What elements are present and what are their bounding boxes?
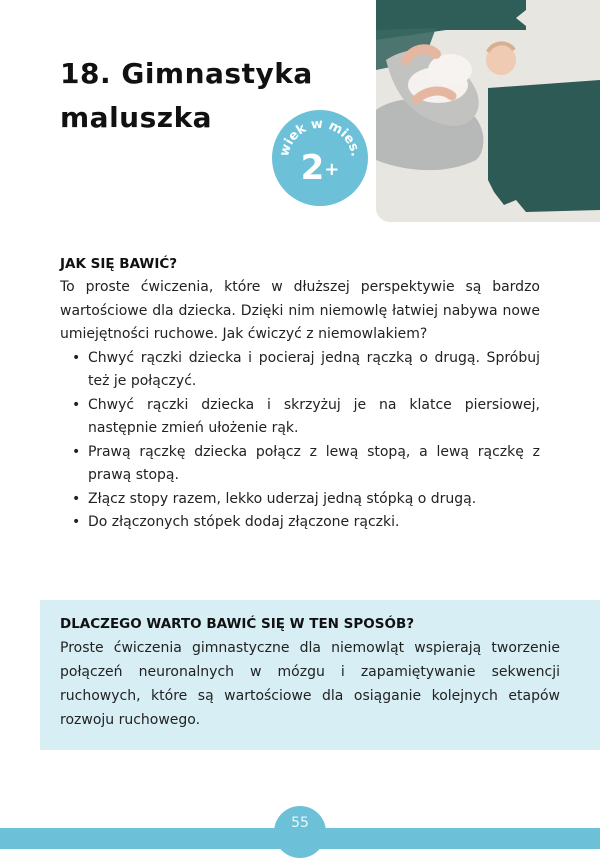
how-to-play-section (60, 252, 540, 535)
baby-exercise-photo (376, 0, 600, 222)
why-heading: DLACZEGO WARTO BAWIĆ SIĘ W TEN SPOSÓB? (60, 616, 415, 632)
age-badge (272, 110, 368, 206)
age-badge-value (272, 148, 368, 188)
title-line-1: 18. Gimnastyka (60, 57, 313, 90)
step-item: • Chwyć rączki dziecka i pocieraj jedną rączką o drugą. Spróbuj też je połączyć. (88, 347, 540, 394)
age-badge-label: wiek w mies. (276, 116, 363, 159)
title-line-2: maluszka (60, 101, 213, 134)
step-item: • Złącz stopy razem, lekko uderzaj jedną stópką o drugą. (88, 488, 540, 512)
age-plus: + (324, 159, 340, 180)
age-number: 2 (300, 148, 325, 188)
how-to-play-intro: To proste ćwiczenia, które w dłuższej perspektywie są bardzo wartościowe dla dziecka. Dzięki nim niemowlę łatwiej nabywa nowe umiejętności ruchowe. Jak ćwiczyć z niemowlakiem? (60, 279, 540, 342)
why-text: Proste ćwiczenia gimnastyczne dla niemowląt wspierają tworzenie połączeń neuronalnych w mózgu i zapamiętywanie sekwencji ruchowych, które są wartościowe dla osiąganie kolejnych etapów rozwoju ruchowego. (60, 640, 560, 728)
step-item: • Chwyć rączki dziecka i skrzyżuj je na klatce piersiowej, następnie zmień ułożenie rąk. (88, 394, 540, 441)
step-item: • Do złączonych stópek dodaj złączone rączki. (88, 511, 540, 535)
step-item: • Prawą rączkę dziecka połącz z lewą stopą, a lewą rączkę z prawą stopą. (88, 441, 540, 488)
steps-list (60, 347, 540, 535)
how-to-play-heading: JAK SIĘ BAWIĆ? (60, 256, 178, 272)
page-number: 55 (274, 806, 326, 858)
why-info-box (40, 600, 600, 750)
header-photo (376, 0, 600, 222)
